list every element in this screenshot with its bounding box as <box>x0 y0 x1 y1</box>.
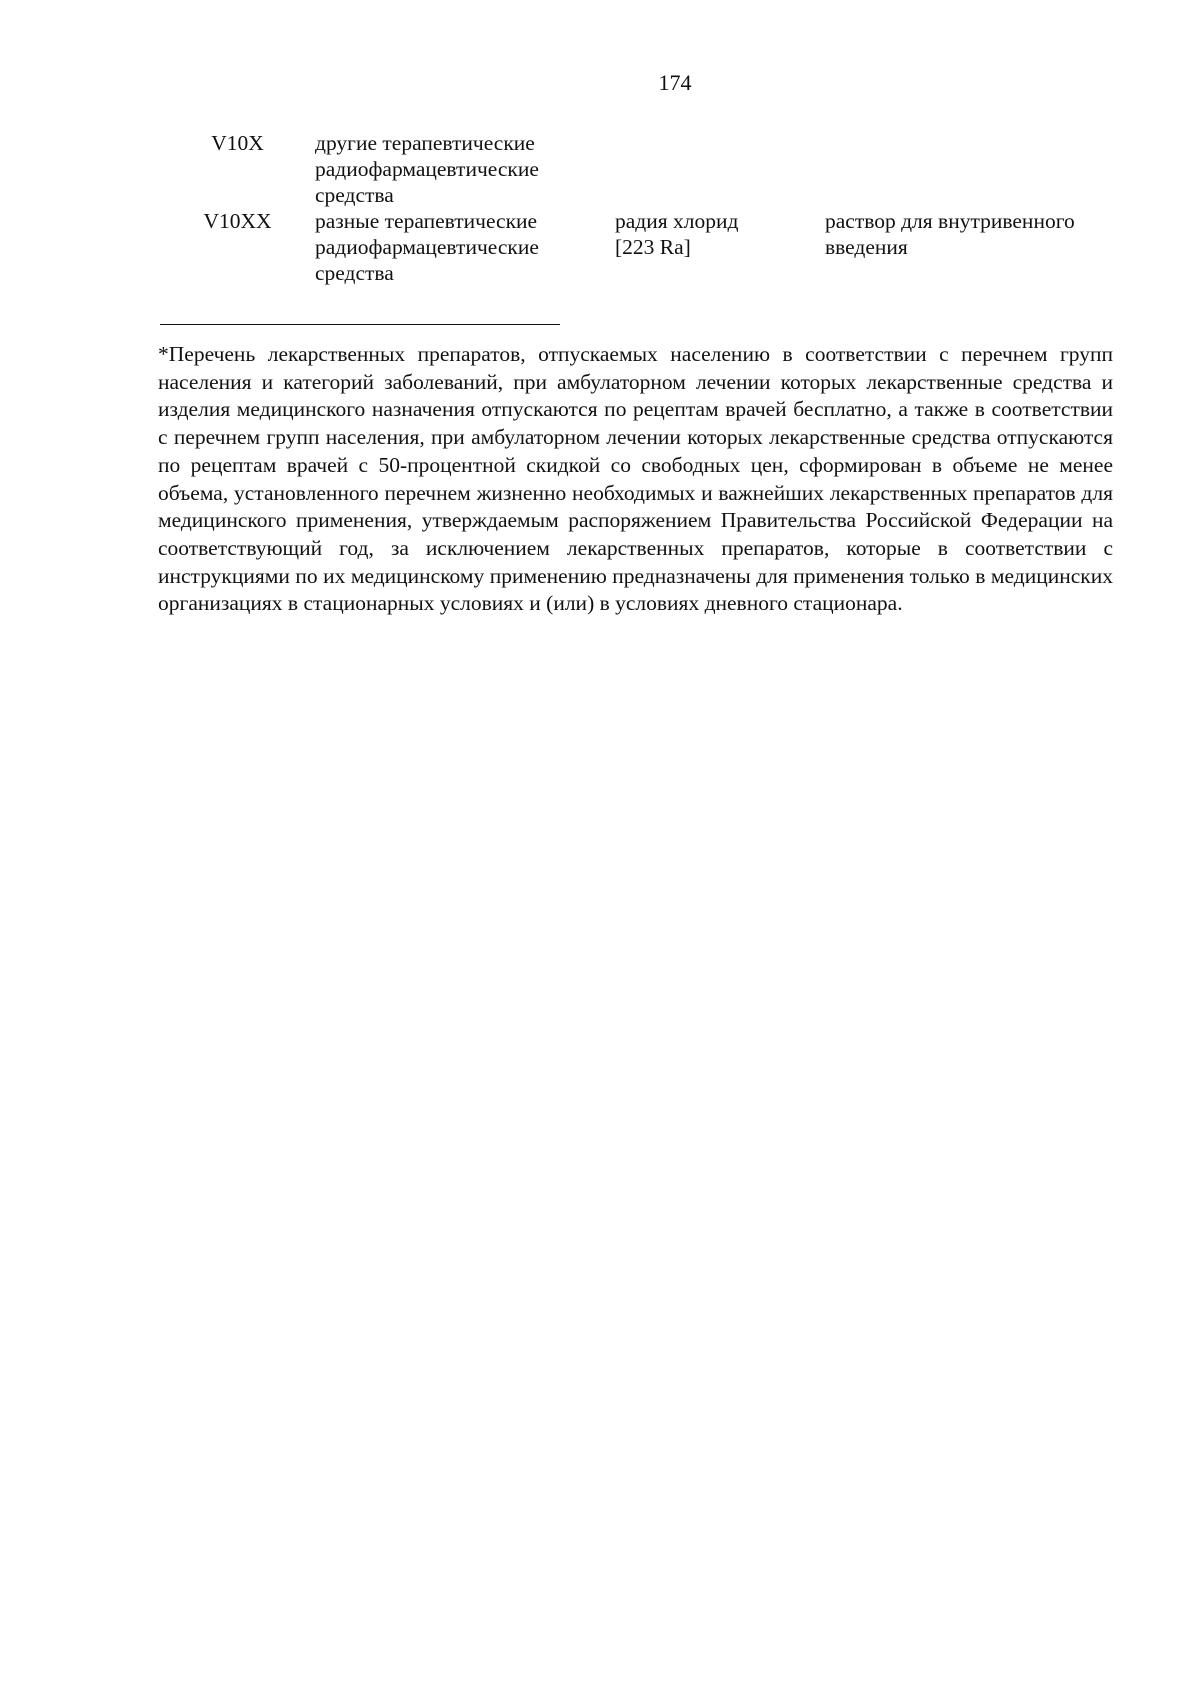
drug-name-line: [223 Ra] <box>615 235 691 259</box>
atc-group-name-line: разные терапевтические <box>315 209 538 233</box>
table-row <box>160 208 1115 286</box>
atc-group-name-line: радиофармацевтические <box>315 157 539 181</box>
page-number: 174 <box>658 70 692 95</box>
dosage-form-line: введения <box>825 235 908 259</box>
atc-group-name-line: другие терапевтические <box>315 131 535 155</box>
footnote-text: *Перечень лекарственных препаратов, отпускаемых населению в соответствии с перечнем групп населения и категорий заболеваний, при амбулаторном лечении которых лекарственные средства и изделия медицинского назначения отпускаются по рецептам врачей бесплатно, а также в соответствии с перечнем групп населения, при амбулаторном лечении которых лекарственные средства отпускаются по рецептам врачей с 50-процентной скидкой со свободных цен, сформирован в объеме не менее объема, установленного перечнем жизненно необходимых и важнейших лекарственных препаратов для медицинского применения, утверждаемым распоряжением Правительства Российской Федерации на соответствующий год, за исключением лекарственных препаратов, которые в соответствии с инструкциями по их медицинскому применению предназначены для применения только в медицинских организациях в стационарных условиях и (или) в условиях дневного стационара. <box>158 342 1113 616</box>
drug-name-line: радия хлорид <box>615 209 739 233</box>
drug-name <box>615 130 825 208</box>
atc-group-name <box>315 130 615 208</box>
atc-code: V10X <box>211 131 264 155</box>
footnote-separator <box>160 324 560 325</box>
table-row <box>160 130 1115 208</box>
atc-group-name-line: средства <box>315 261 394 285</box>
atc-group-name-line: средства <box>315 183 394 207</box>
atc-group-name-line: радиофармацевтические <box>315 235 539 259</box>
dosage-form-line: раствор для внутривенного <box>825 209 1075 233</box>
atc-code: V10XX <box>203 209 272 233</box>
drug-name <box>615 208 825 286</box>
atc-group-name <box>315 208 615 286</box>
dosage-form <box>825 208 1115 286</box>
drug-classification-table <box>160 130 1115 286</box>
dosage-form <box>825 130 1115 208</box>
